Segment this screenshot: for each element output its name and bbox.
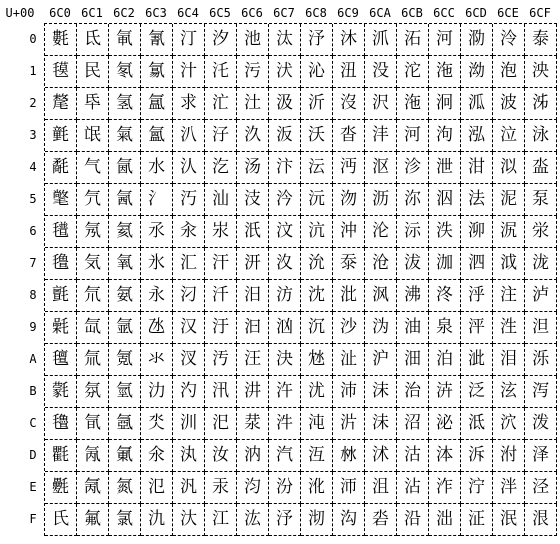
character-cell: 汬 [237,408,269,440]
character-cell: 沮 [365,472,397,504]
character-cell: 法 [461,184,493,216]
character-cell: 沇 [301,248,333,280]
character-cell: 泏 [429,504,461,536]
character-cell: 沶 [397,216,429,248]
character-cell: 氃 [45,120,77,152]
character-cell: 河 [397,120,429,152]
character-cell: 沴 [397,152,429,184]
character-cell: 氣 [109,120,141,152]
character-cell: 沾 [397,472,429,504]
character-cell: 泩 [493,312,525,344]
character-cell: 沄 [301,152,333,184]
character-cell: 泛 [461,376,493,408]
character-cell: 泴 [525,152,557,184]
character-cell: 汲 [269,88,301,120]
character-cell: 汤 [237,152,269,184]
character-cell: 氠 [109,24,141,56]
character-cell: 沉 [301,312,333,344]
character-cell: 氕 [77,184,109,216]
character-cell: 沫 [365,376,397,408]
character-cell: 泄 [429,152,461,184]
character-cell: 氬 [109,408,141,440]
column-header: 6C0 [49,6,71,20]
character-cell: 汚 [205,344,237,376]
character-cell: 氞 [77,472,109,504]
character-cell: 泅 [429,184,461,216]
character-cell: 氝 [77,440,109,472]
column-header: 6CA [369,6,391,20]
character-cell: 沬 [365,408,397,440]
character-cell: 沿 [397,504,429,536]
character-cell: 汉 [173,312,205,344]
character-cell: 沧 [365,248,397,280]
character-cell: 沃 [301,120,333,152]
column-header: 6C3 [145,6,167,20]
character-cell: 氒 [77,88,109,120]
column-header: 6C7 [273,6,295,20]
character-cell: 泌 [429,408,461,440]
character-cell: 氟 [77,504,109,536]
character-cell: 汅 [173,184,205,216]
character-cell: 氈 [45,280,77,312]
character-cell: 泿 [525,504,557,536]
character-cell: 氲 [141,88,173,120]
row-header: 6 [29,224,37,238]
character-cell: 汌 [173,408,205,440]
character-cell: 泺 [525,344,557,376]
column-header: 6CB [401,6,423,20]
row-header: 2 [29,96,37,110]
character-cell: 汒 [205,88,237,120]
character-cell: 沛 [333,376,365,408]
character-cell: 氘 [77,280,109,312]
character-cell: 泘 [461,280,493,312]
character-cell: 氎 [45,472,77,504]
character-cell: 氽 [141,440,173,472]
character-cell: 民 [77,56,109,88]
character-cell: 泋 [429,376,461,408]
character-cell: 汊 [173,344,205,376]
character-cell: 泼 [525,408,557,440]
character-cell: 氂 [45,88,77,120]
character-cell: 氾 [141,472,173,504]
character-cell: 氚 [77,344,109,376]
character-cell: 汱 [269,56,301,88]
row-header: 5 [29,192,37,206]
character-cell: 汼 [269,408,301,440]
character-cell: 汩 [237,312,269,344]
corner-label: U+00 [5,6,35,20]
character-cell: 泻 [525,376,557,408]
character-cell: 沔 [333,152,365,184]
character-cell: 泦 [493,216,525,248]
character-cell: 沦 [365,216,397,248]
character-cell: 气 [77,152,109,184]
character-cell: 泇 [429,248,461,280]
character-cell: 沌 [301,408,333,440]
character-cell: 沚 [333,344,365,376]
character-cell: 汷 [269,248,301,280]
character-cell: 氊 [45,344,77,376]
character-cell: 沨 [365,280,397,312]
character-cell: 沎 [301,472,333,504]
character-cell: 泸 [525,280,557,312]
character-cell: 沠 [365,24,397,56]
character-cell: 氛 [77,376,109,408]
column-header: 6C8 [305,6,327,20]
character-cell: 泑 [461,56,493,88]
character-cell: 汭 [237,440,269,472]
character-cell: 沁 [301,56,333,88]
column-header: 6C6 [241,6,263,20]
character-cell: 泎 [429,472,461,504]
character-cell: 汮 [237,472,269,504]
character-cell: 汦 [237,216,269,248]
column-header: 6C5 [209,6,231,20]
character-cell: 汓 [205,120,237,152]
character-cell: 沂 [301,88,333,120]
character-cell: 汏 [173,504,205,536]
character-cell: 沙 [333,312,365,344]
row-header: 3 [29,128,37,142]
character-cell: 汣 [237,120,269,152]
column-header: 6C9 [337,6,359,20]
column-header: 6C4 [177,6,199,20]
character-cell: 沑 [333,56,365,88]
character-cell: 泬 [493,408,525,440]
character-cell: 水 [141,152,173,184]
character-cell: 泷 [525,248,557,280]
column-header: 6CF [529,6,551,20]
character-cell: 泂 [429,88,461,120]
character-cell: 沼 [397,408,429,440]
character-cell: 注 [493,280,525,312]
character-cell: 沪 [365,344,397,376]
character-cell: 泫 [493,376,525,408]
character-cell: 泣 [493,120,525,152]
character-cell: 沍 [301,440,333,472]
character-cell: 汀 [173,24,205,56]
character-cell: 汹 [269,312,301,344]
character-cell: 汳 [269,120,301,152]
character-cell: 求 [173,88,205,120]
character-cell: 泃 [429,120,461,152]
character-cell: 污 [237,56,269,88]
character-cell: 氿 [141,504,173,536]
character-cell: 氆 [45,216,77,248]
character-cell: 泥 [493,184,525,216]
row-header: C [29,416,37,430]
character-cell: 泽 [525,440,557,472]
character-cell: 波 [493,88,525,120]
character-cell: 氉 [45,312,77,344]
row-header: 1 [29,64,37,78]
character-cell: 汗 [205,248,237,280]
character-cell: 汕 [205,184,237,216]
column-header: 6C2 [113,6,135,20]
character-cell: 江 [205,504,237,536]
character-cell: 汴 [269,152,301,184]
character-cell: 汧 [237,248,269,280]
character-cell: 氱 [141,56,173,88]
character-cell: 泡 [493,56,525,88]
character-cell: 沒 [333,88,365,120]
character-cell: 泞 [461,472,493,504]
character-cell: 汇 [173,248,205,280]
character-cell: 汃 [173,120,205,152]
character-cell: 泱 [525,56,557,88]
character-cell: 沈 [301,280,333,312]
character-cell: 氺 [141,344,173,376]
character-cell: 泜 [461,408,493,440]
character-cell: 気 [77,248,109,280]
row-header: E [29,480,37,494]
character-cell: 沓 [333,120,365,152]
character-cell: 氜 [77,408,109,440]
character-cell: 氩 [109,312,141,344]
character-cell: 氫 [109,376,141,408]
character-cell: 沸 [397,280,429,312]
character-cell: 汵 [269,184,301,216]
character-cell: 泵 [525,184,557,216]
character-cell: 汝 [205,440,237,472]
character-cell: 泶 [525,216,557,248]
character-cell: 氥 [109,184,141,216]
character-cell: 汶 [269,216,301,248]
character-cell: 汜 [205,408,237,440]
character-cell: 泾 [525,472,557,504]
row-header: A [29,352,37,366]
character-cell: 沝 [333,440,365,472]
character-cell: 氅 [45,184,77,216]
character-cell: 汐 [205,24,237,56]
character-cell: 永 [141,280,173,312]
character-cell: 氓 [77,120,109,152]
character-cell: 汄 [173,152,205,184]
character-cell: 汥 [237,184,269,216]
character-cell: 汸 [269,280,301,312]
row-header: B [29,384,37,398]
character-cell: 氦 [109,216,141,248]
character-cell: 沐 [333,24,365,56]
character-cell: 泈 [429,280,461,312]
character-cell: 汻 [269,376,301,408]
character-cell: 汘 [205,280,237,312]
character-cell: 氙 [77,312,109,344]
character-cell: 氳 [141,120,173,152]
character-cell: 泤 [493,152,525,184]
character-cell: 泯 [493,504,525,536]
character-cell: 氡 [109,56,141,88]
character-cell: 汁 [173,56,205,88]
character-cell: 氨 [109,280,141,312]
character-cell: 沕 [333,184,365,216]
character-cell: 氶 [141,216,173,248]
character-cell: 汆 [173,216,205,248]
character-cell: 沊 [301,344,333,376]
character-cell: 泗 [461,248,493,280]
character-cell: 汞 [205,472,237,504]
column-header: 6C1 [81,6,103,20]
character-cell: 汛 [205,376,237,408]
character-cell: 汋 [173,376,205,408]
character-cell: 汪 [237,344,269,376]
character-cell: 治 [397,376,429,408]
character-cell: 氐 [77,24,109,56]
character-cell: 沷 [397,248,429,280]
character-cell: 沜 [333,408,365,440]
row-header: 4 [29,160,37,174]
character-cell: 泹 [525,312,557,344]
character-cell: 氌 [45,408,77,440]
character-cell: 泔 [461,152,493,184]
character-cell: 泠 [493,24,525,56]
character-cell: 氏 [45,504,77,536]
character-cell: 沲 [397,88,429,120]
character-cell: 沽 [397,440,429,472]
character-cell: 沩 [365,312,397,344]
character-cell: 汎 [173,472,205,504]
character-cell: 氤 [109,152,141,184]
character-cell: 泉 [429,312,461,344]
character-grid [44,23,557,536]
character-cell: 泭 [493,440,525,472]
character-cell: 汿 [269,504,301,536]
character-cell: 汔 [205,152,237,184]
character-cell: 汙 [205,312,237,344]
character-cell: 泖 [461,216,493,248]
character-cell: 沟 [333,504,365,536]
character-cell: 泟 [461,504,493,536]
character-cell: 泓 [461,120,493,152]
character-cell: 氧 [109,248,141,280]
character-cell: 没 [365,56,397,88]
character-cell: 沱 [397,56,429,88]
character-cell: 泰 [525,24,557,56]
character-cell: 氪 [109,344,141,376]
character-cell: 沏 [301,504,333,536]
character-cell: 汨 [237,280,269,312]
row-header: 9 [29,320,37,334]
character-cell: 沵 [397,184,429,216]
character-cell: 河 [429,24,461,56]
character-cell: 沘 [333,280,365,312]
character-cell: 氼 [141,408,173,440]
character-cell: 氀 [45,24,77,56]
character-cell: 泳 [525,120,557,152]
character-cell: 泐 [461,24,493,56]
column-header: 6CC [433,6,455,20]
character-cell: 沯 [365,504,397,536]
row-header: 7 [29,256,37,270]
character-cell: 汽 [269,440,301,472]
character-cell: 泆 [429,216,461,248]
character-cell: 沺 [397,344,429,376]
character-cell: 沲 [429,56,461,88]
character-cell: 汿 [301,24,333,56]
character-cell: 氇 [45,248,77,280]
row-header: F [29,512,37,526]
character-cell: 決 [269,344,301,376]
character-cell: 汑 [205,56,237,88]
character-cell: 氢 [109,88,141,120]
character-cell: 泚 [461,344,493,376]
character-cell: 沞 [333,472,365,504]
character-cell: 氮 [109,472,141,504]
character-cell: 泪 [493,344,525,376]
character-cell: 氄 [45,152,77,184]
character-cell: 汾 [269,472,301,504]
character-cell: 沤 [365,152,397,184]
character-cell: 泧 [493,248,525,280]
character-cell: 汰 [269,24,301,56]
character-cell: 氵 [141,184,173,216]
character-cell: 氋 [45,376,77,408]
row-header: 8 [29,288,37,302]
character-cell: 泮 [493,472,525,504]
character-cell: 泲 [525,88,557,120]
character-cell: 汖 [205,216,237,248]
character-cell: 汍 [173,440,205,472]
character-cell: 泊 [429,344,461,376]
character-cell: 沥 [365,184,397,216]
character-cell: 沗 [333,248,365,280]
character-cell: 沣 [365,120,397,152]
character-cell: 汫 [237,376,269,408]
character-cell: 油 [397,312,429,344]
character-cell: 沢 [365,88,397,120]
character-cell: 汢 [237,88,269,120]
row-header: 0 [29,32,37,46]
character-cell: 氹 [141,312,173,344]
character-cell: 沅 [301,184,333,216]
character-cell: 氷 [141,248,173,280]
character-cell: 氁 [45,56,77,88]
character-cell: 池 [237,24,269,56]
character-cell: 氍 [45,440,77,472]
column-header: 6CE [497,6,519,20]
character-cell: 氯 [109,504,141,536]
character-cell: 泒 [461,88,493,120]
row-header: D [29,448,37,462]
character-cell: 泙 [461,312,493,344]
character-cell: 氭 [109,440,141,472]
character-cell: 氻 [141,376,173,408]
character-cell: 沖 [333,216,365,248]
character-cell: 汈 [173,280,205,312]
column-header: 6CD [465,6,487,20]
character-cell: 泍 [429,440,461,472]
character-cell: 沆 [301,216,333,248]
character-cell: 汯 [237,504,269,536]
character-cell: 沋 [301,376,333,408]
character-cell: 泝 [461,440,493,472]
character-cell: 沭 [365,440,397,472]
character-cell: 氰 [141,24,173,56]
character-cell: 氖 [77,216,109,248]
character-cell: 沰 [397,24,429,56]
